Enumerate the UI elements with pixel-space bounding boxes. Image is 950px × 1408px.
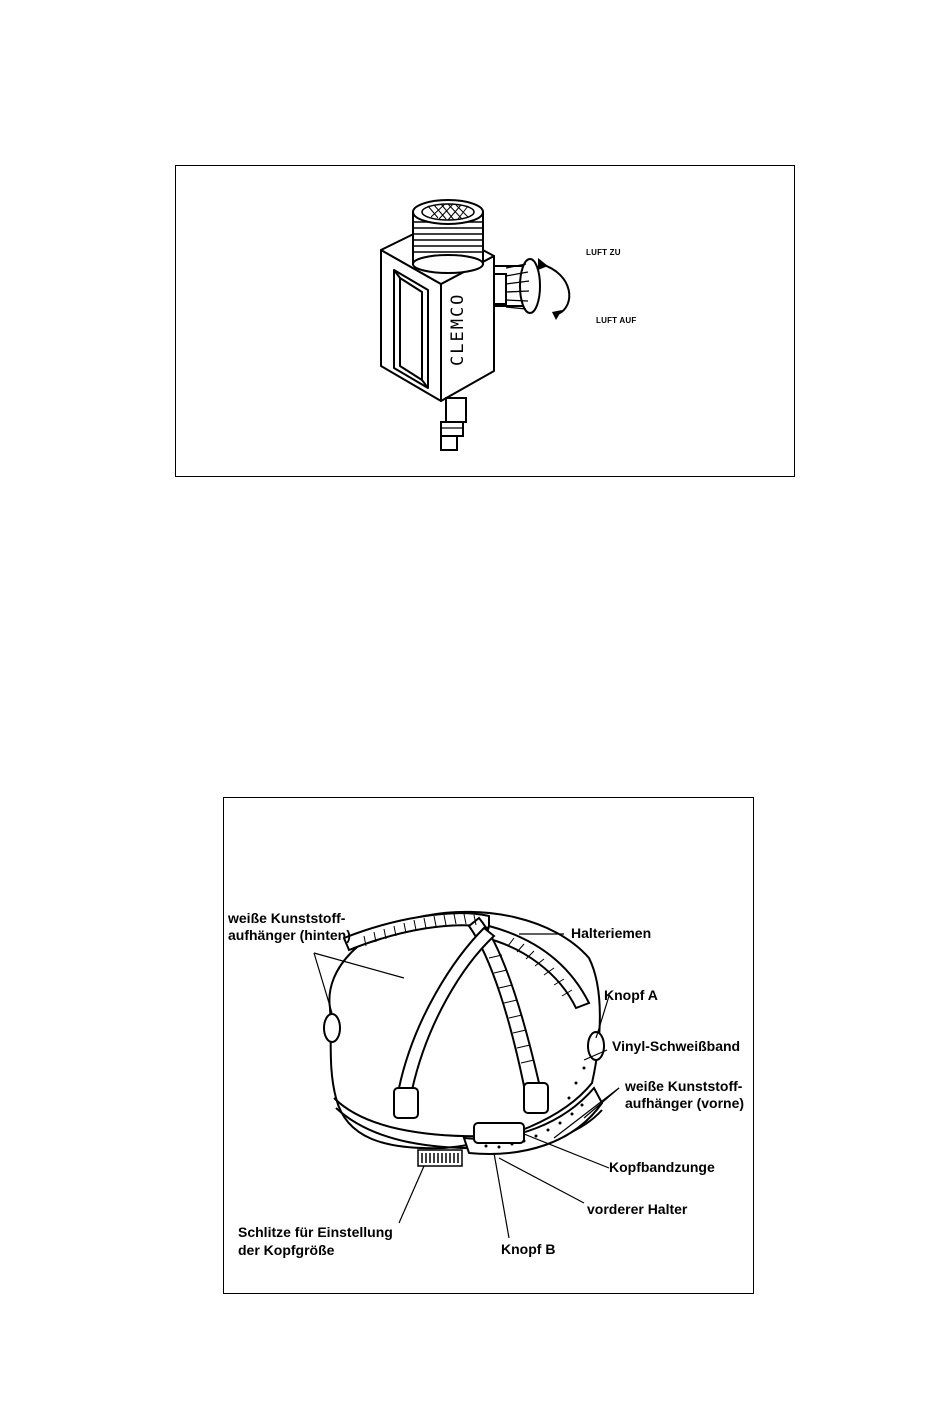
label-vorderer-halter: vorderer Halter xyxy=(587,1201,688,1217)
label-luft-auf: LUFT AUF xyxy=(596,316,637,325)
label-weisse-hinten-2: aufhänger (hinten) xyxy=(228,927,351,943)
label-weisse-vorne-2: aufhänger (vorne) xyxy=(625,1095,745,1111)
label-weisse-vorne-1: weiße Kunststoff- xyxy=(625,1078,743,1094)
label-kopfbandzunge: Kopfbandzunge xyxy=(609,1159,715,1175)
label-schlitze-2: der Kopfgröße xyxy=(238,1242,335,1258)
figure-headgear-frame xyxy=(223,797,754,1294)
figure-valve-frame xyxy=(175,165,795,477)
label-knopf-b: Knopf B xyxy=(501,1241,556,1257)
label-halteriemen: Halteriemen xyxy=(571,925,652,941)
label-luft-zu: LUFT ZU xyxy=(586,248,621,257)
label-weisse-hinten-1: weiße Kunststoff- xyxy=(228,910,346,926)
label-knopf-a: Knopf A xyxy=(604,987,658,1003)
valve-illustration xyxy=(176,166,796,478)
brand-text: CLEMCO xyxy=(448,292,468,366)
label-schlitze-1: Schlitze für Einstellung xyxy=(238,1224,393,1240)
label-vinyl-schweissband: Vinyl-Schweißband xyxy=(612,1038,741,1054)
